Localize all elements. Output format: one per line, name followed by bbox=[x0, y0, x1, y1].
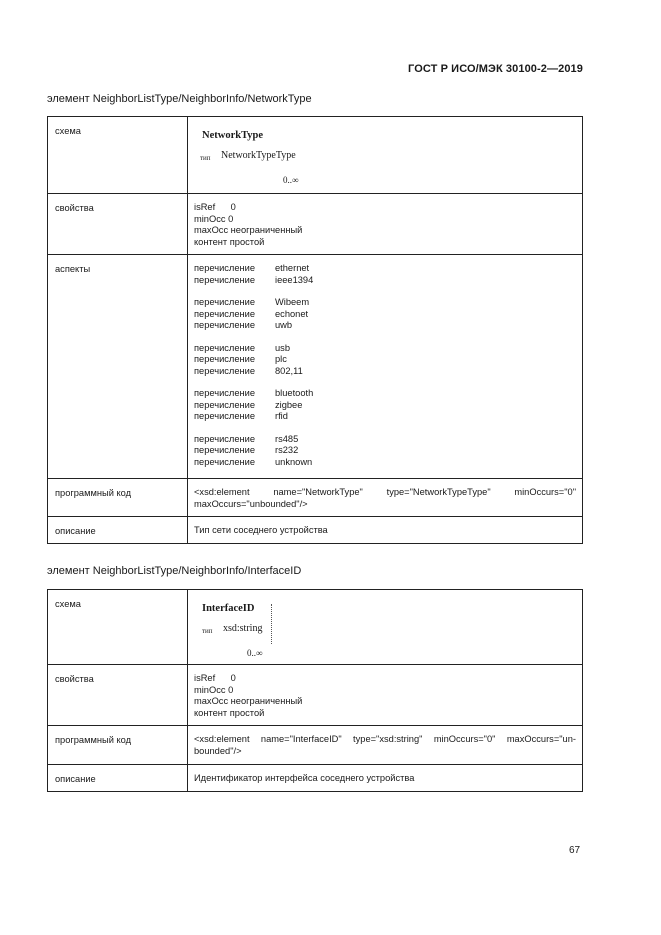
facet-row bbox=[194, 388, 576, 400]
facet-kind: перечисление bbox=[194, 308, 256, 319]
property-line: isRef 0 bbox=[194, 202, 236, 212]
property-line: minOcc 0 bbox=[194, 213, 234, 224]
description-row bbox=[48, 765, 583, 792]
schema-occurs: 0..∞ bbox=[283, 175, 299, 185]
facet-group bbox=[194, 343, 576, 378]
property-line: контент простой bbox=[194, 707, 265, 718]
element-title-interfaceid: элемент NeighborListType/NeighborInfo/InterfaceID bbox=[47, 565, 302, 577]
code-label: программный код bbox=[48, 726, 188, 765]
facet-row bbox=[194, 434, 576, 446]
facet-kind: перечисление bbox=[194, 456, 256, 467]
facets-cell bbox=[188, 255, 583, 479]
schema-element-name: InterfaceID bbox=[202, 603, 255, 614]
description-row bbox=[48, 517, 583, 544]
facet-row bbox=[194, 445, 576, 457]
facet-value: rs485 bbox=[275, 433, 299, 444]
facet-row bbox=[194, 297, 576, 309]
facet-kind: перечисление bbox=[194, 411, 256, 421]
facets-row bbox=[48, 255, 583, 479]
properties-label: свойства bbox=[48, 665, 188, 726]
facet-row bbox=[194, 275, 576, 287]
facet-kind: перечисление bbox=[194, 274, 256, 285]
facet-value: usb bbox=[275, 342, 290, 353]
properties-cell bbox=[188, 194, 583, 255]
facet-group bbox=[194, 263, 576, 286]
facet-value: 802,11 bbox=[275, 365, 303, 376]
facet-value: ethernet bbox=[275, 263, 310, 273]
facet-value: rs232 bbox=[275, 445, 299, 455]
code-label: программный код bbox=[48, 479, 188, 517]
property-line: maxOcc неограниченный bbox=[194, 696, 303, 706]
facet-value: Wibeem bbox=[275, 297, 310, 307]
interfaceid-spec-table bbox=[47, 589, 583, 792]
facet-value: unknown bbox=[275, 456, 313, 467]
facet-kind: перечисление bbox=[194, 263, 256, 273]
description-label: описание bbox=[48, 765, 188, 792]
facet-value: ieee1394 bbox=[275, 274, 314, 285]
schema-occurs: 0..∞ bbox=[247, 648, 263, 658]
schema-label: схема bbox=[48, 117, 188, 194]
description-cell: Тип сети соседнего устройства bbox=[188, 517, 583, 544]
code-row bbox=[48, 479, 583, 517]
facet-value: rfid bbox=[275, 411, 288, 421]
facet-row bbox=[194, 354, 576, 366]
facet-row bbox=[194, 320, 576, 332]
facet-row bbox=[194, 343, 576, 355]
facet-group bbox=[194, 297, 576, 332]
facets-label: аспекты bbox=[48, 255, 188, 479]
standard-header: ГОСТ Р ИСО/МЭК 30100-2—2019 bbox=[408, 63, 583, 75]
property-line: maxOcc неограниченный bbox=[194, 225, 303, 235]
description-label: описание bbox=[48, 517, 188, 544]
facet-row bbox=[194, 263, 576, 275]
property-line: isRef 0 bbox=[194, 673, 236, 683]
facet-kind: перечисление bbox=[194, 320, 256, 330]
facet-kind: перечисление bbox=[194, 388, 256, 398]
facet-kind: перечисление bbox=[194, 445, 256, 455]
property-line: minOcc 0 bbox=[194, 684, 234, 695]
facet-group bbox=[194, 434, 576, 469]
facet-row bbox=[194, 400, 576, 412]
schema-element-name: NetworkType bbox=[202, 130, 264, 141]
schema-label: схема bbox=[48, 590, 188, 665]
code-cell: <xsd:element name="NetworkType" type="NetworkTypeType" minOccurs="0" maxOccurs="unbounded"/> bbox=[188, 479, 583, 517]
facet-kind: перечисление bbox=[194, 365, 256, 376]
facet-row bbox=[194, 309, 576, 321]
schema-row bbox=[48, 117, 583, 194]
facet-row bbox=[194, 411, 576, 423]
schema-boundary-line bbox=[271, 604, 272, 644]
schema-diagram bbox=[194, 598, 576, 658]
properties-row bbox=[48, 665, 583, 726]
facet-kind: перечисление bbox=[194, 433, 256, 444]
facet-value: echonet bbox=[275, 308, 309, 319]
schema-row bbox=[48, 590, 583, 665]
schema-cell bbox=[188, 590, 583, 665]
description-cell: Идентификатор интерфейса соседнего устройства bbox=[188, 765, 583, 792]
schema-type-value: xsd:string bbox=[223, 623, 263, 634]
schema-type-label: тип bbox=[202, 627, 213, 635]
page-number: 67 bbox=[569, 845, 581, 856]
schema-cell bbox=[188, 117, 583, 194]
facet-value: uwb bbox=[275, 320, 293, 330]
facet-kind: перечисление bbox=[194, 399, 256, 410]
facet-value: plc bbox=[275, 354, 287, 364]
facet-kind: перечисление bbox=[194, 354, 256, 364]
schema-type-value: NetworkTypeType bbox=[221, 150, 296, 161]
element-title-networktype: элемент NeighborListType/NeighborInfo/NetworkType bbox=[47, 93, 312, 105]
facet-kind: перечисление bbox=[194, 297, 256, 307]
properties-label: свойства bbox=[48, 194, 188, 255]
facet-group bbox=[194, 388, 576, 423]
networktype-spec-table bbox=[47, 116, 583, 544]
code-row bbox=[48, 726, 583, 765]
facet-value: zigbee bbox=[275, 399, 303, 410]
properties-cell bbox=[188, 665, 583, 726]
property-line: контент простой bbox=[194, 236, 265, 247]
facet-row bbox=[194, 457, 576, 469]
schema-type-label: тип bbox=[200, 154, 211, 162]
facet-kind: перечисление bbox=[194, 342, 256, 353]
properties-row bbox=[48, 194, 583, 255]
facet-row bbox=[194, 366, 576, 378]
facet-value: bluetooth bbox=[275, 388, 314, 398]
schema-diagram bbox=[194, 125, 576, 185]
code-cell: <xsd:element name="InterfaceID" type="xsd:string" minOccurs="0" maxOccurs="un-bounded"/> bbox=[188, 726, 583, 765]
